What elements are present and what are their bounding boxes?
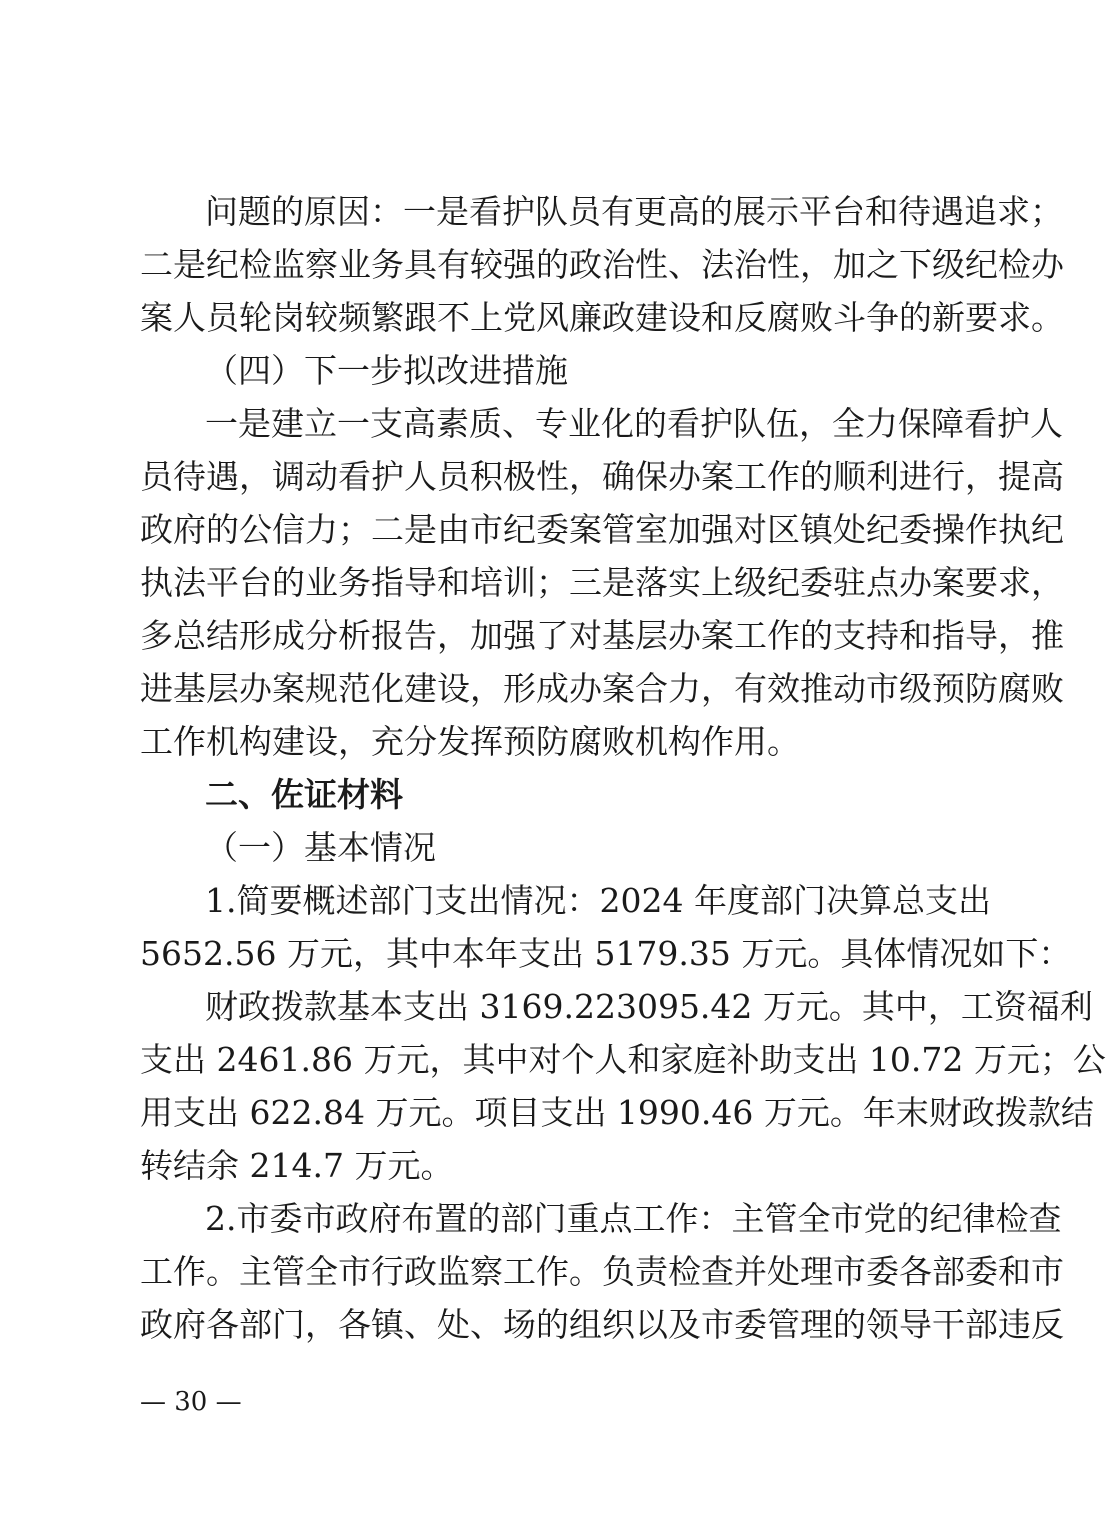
paragraph-line: 进基层办案规范化建设，形成办案合力，有效推动市级预防腐败 — [140, 669, 1064, 708]
paragraph-line: 工作机构建设，充分发挥预防腐败机构作用。 — [140, 722, 800, 761]
section-heading: （四）下一步拟改进措施 — [205, 351, 568, 390]
paragraph-line: 财政拨款基本支出 3169.223095.42 万元。其中，工资福利 — [205, 987, 1093, 1026]
paragraph-line: 政府各部门，各镇、处、场的组织以及市委管理的领导干部违反 — [140, 1305, 1064, 1344]
paragraph-line: 员待遇，调动看护人员积极性，确保办案工作的顺利进行，提高 — [140, 457, 1064, 496]
paragraph-line: 1.简要概述部门支出情况：2024 年度部门决算总支出 — [205, 881, 991, 920]
paragraph-line: 问题的原因：一是看护队员有更高的展示平台和待遇追求； — [205, 192, 1063, 231]
paragraph-line: 一是建立一支高素质、专业化的看护队伍，全力保障看护人 — [205, 404, 1063, 443]
section-heading: 二、佐证材料 — [205, 775, 403, 814]
paragraph-line: 5652.56 万元，其中本年支出 5179.35 万元。具体情况如下： — [140, 934, 1072, 973]
paragraph-line: 用支出 622.84 万元。项目支出 1990.46 万元。年末财政拨款结 — [140, 1093, 1094, 1132]
paragraph-line: 执法平台的业务指导和培训；三是落实上级纪委驻点办案要求， — [140, 563, 1064, 602]
paragraph-line: 案人员轮岗较频繁跟不上党风廉政建设和反腐败斗争的新要求。 — [140, 298, 1064, 337]
page-number: — 30 — — [140, 1387, 242, 1417]
paragraph-line: 二是纪检监察业务具有较强的政治性、法治性，加之下级纪检办 — [140, 245, 1064, 284]
paragraph-line: 2.市委市政府布置的部门重点工作：主管全市党的纪律检查 — [205, 1199, 1062, 1238]
paragraph-line: 工作。主管全市行政监察工作。负责检查并处理市委各部委和市 — [140, 1252, 1064, 1291]
paragraph-line: 支出 2461.86 万元，其中对个人和家庭补助支出 10.72 万元；公 — [140, 1040, 1106, 1079]
paragraph-line: 政府的公信力；二是由市纪委案管室加强对区镇处纪委操作执纪 — [140, 510, 1064, 549]
paragraph-line: 转结余 214.7 万元。 — [140, 1146, 454, 1185]
paragraph-line: 多总结形成分析报告，加强了对基层办案工作的支持和指导，推 — [140, 616, 1064, 655]
subsection-heading: （一）基本情况 — [205, 828, 436, 867]
